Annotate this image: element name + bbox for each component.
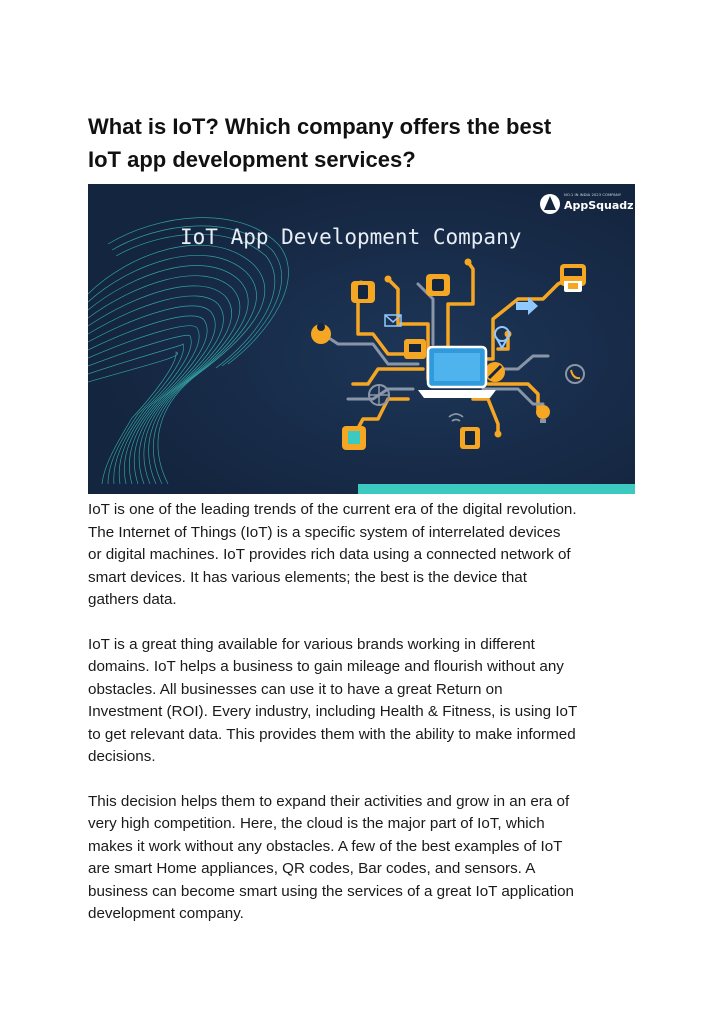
accent-bar <box>358 484 635 494</box>
text-line: to get relevant data. This provides them with the ability to make informed <box>88 725 576 743</box>
device-icon-wrench <box>485 362 505 382</box>
text-line: gathers data. <box>88 591 177 608</box>
paragraph <box>88 499 648 612</box>
brand-name: AppSquadz <box>564 199 634 212</box>
article-body <box>88 499 648 948</box>
banner-image <box>88 184 635 494</box>
text-line: decisions. <box>88 748 156 765</box>
laptop-icon <box>418 347 496 398</box>
brand-tagline: NO.1 IN INDIA 2023 COMPANY <box>564 192 622 197</box>
text-line: IoT is one of the leading trends of the current era of the digital revolution. <box>88 501 577 518</box>
text-line: Investment (ROI). Every industry, including Health & Fitness, is using IoT <box>88 703 578 720</box>
device-icon-calendar <box>564 276 582 292</box>
device-icon-mobile <box>460 427 480 449</box>
title-line: What is IoT? Which company offers the best <box>88 114 552 139</box>
text-line: or digital machines. IoT provides rich data using a connected network of <box>88 546 571 563</box>
title-line: IoT app development services? <box>88 147 416 172</box>
text-line: This decision helps them to expand their activities and grow in an era of <box>88 792 570 810</box>
device-icon-print <box>404 339 426 359</box>
paragraph <box>88 634 648 769</box>
text-line: development company. <box>88 905 244 922</box>
device-icon-tablet <box>342 426 366 450</box>
device-icon-watch <box>426 274 450 296</box>
text-line: very high competition. Here, the cloud is the major part of IoT, which <box>88 815 545 832</box>
text-line: smart devices. It has various elements; the best is the device that <box>88 568 527 586</box>
text-line: business can become smart using the services of a great IoT application <box>88 882 574 900</box>
text-line: are smart Home appliances, QR codes, Bar codes, and sensors. A <box>88 860 536 877</box>
text-line: makes it work without any obstacles. A few of the best examples of IoT <box>88 837 563 855</box>
appsquadz-logo <box>540 192 634 214</box>
paragraph <box>88 791 648 926</box>
text-line: obstacles. All businesses can use it to have a great Return on <box>88 680 503 698</box>
text-line: IoT is a great thing available for various brands working in different <box>88 635 535 653</box>
device-icon-phone <box>351 281 375 303</box>
text-line: The Internet of Things (IoT) is a specific system of interrelated devices <box>88 523 561 541</box>
text-line: domains. IoT helps a business to gain mileage and flourish without any <box>88 658 564 675</box>
page-title <box>88 110 648 176</box>
banner-heading: IoT App Development Company <box>180 225 522 249</box>
globe-icon <box>369 385 389 405</box>
